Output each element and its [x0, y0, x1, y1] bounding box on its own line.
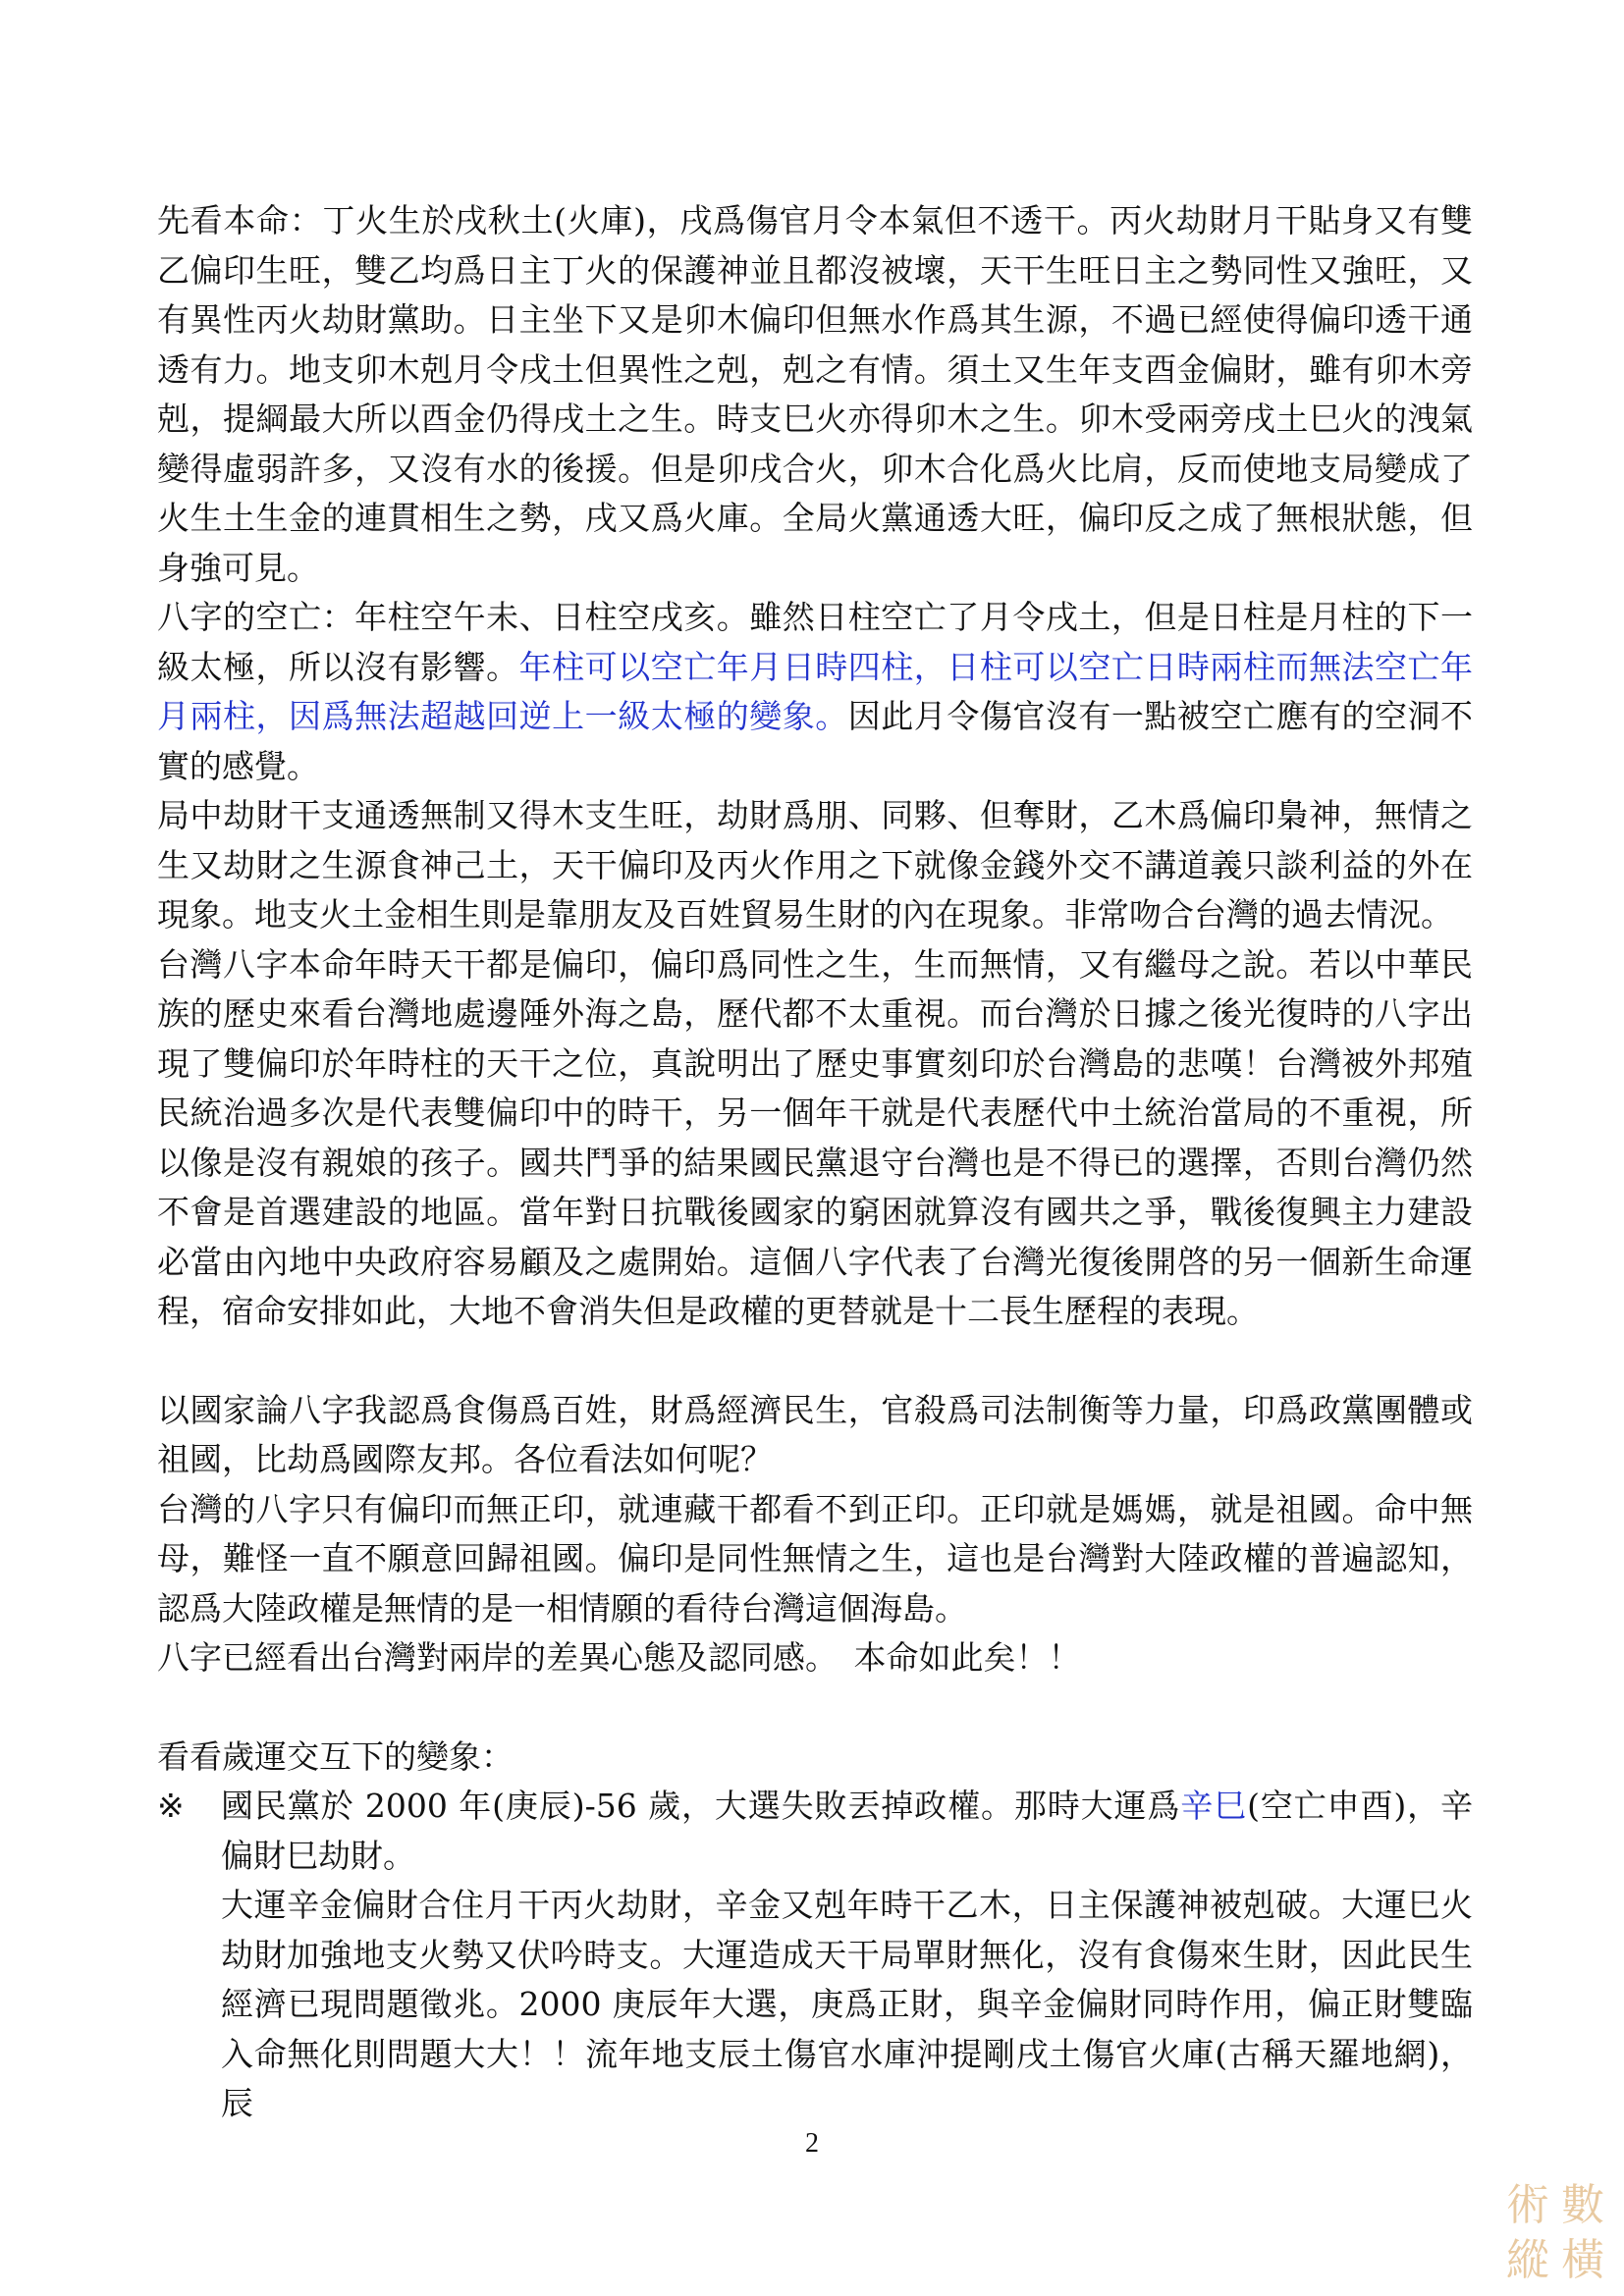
- paragraph-void: [157, 593, 1473, 791]
- bullet-text-end: (空亡申酉)，辛偏財巳劫財。: [221, 1787, 1474, 1875]
- watermark-logo: [1500, 2174, 1610, 2284]
- void-text-end: 因此月令傷官沒有一點被空亡應有的空洞不實的感覺。: [157, 697, 1474, 785]
- reference-mark: ※: [157, 1787, 185, 1825]
- document-body: [157, 196, 1473, 2129]
- section-heading-luck-cycles: 看看歲運交互下的變象：: [157, 1736, 514, 1776]
- watermark-char: 術: [1506, 2180, 1549, 2230]
- paragraph-taiwan-history: 台灣八字本命年時天干都是偏印，偏印爲同性之生，生而無情，又有繼母之說。若以中華民族的歷史來看台灣地處邊陲外海之島，歷代都不太重視。而台灣於日據之後光復時的八字出現了雙偏印於年時柱的天干之位，真說明出了歷史事實刻印於台灣島的悲嘆！台灣被外邦殖民統治過多次是代表雙偏印中的時干，另一個年干就是代表歷代中土統治當局的不重視，所以像是沒有親娘的孩子。國共鬥爭的結果國民黨退守台灣也是不得已的選擇，否則台灣仍然不會是首選建設的地區。當年對日抗戰後國家的窮困就算沒有國共之爭，戰後復興主力建設必當由內地中央政府容易顧及之處開始。這個八字代表了台灣光復後開啓的另一個新生命運程，宿命安排如此，大地不會消失但是政權的更替就是十二長生歷程的表現。: [157, 944, 1473, 1330]
- bullet-item-2000-election: [157, 1782, 1473, 1881]
- void-text-highlight: 年柱可以空亡年月日時四柱，日柱可以空亡日時兩柱而無法空亡年月兩柱，因爲無法超越回逆上一級太極的變象。: [157, 647, 1474, 735]
- paragraph-conclusion: 八字已經看出台灣對兩岸的差異心態及認同感。 本命如此矣！！: [157, 1638, 1081, 1677]
- void-text-start: 八字的空亡：年柱空午未、日柱空戌亥。雖然日柱空亡了月令戌土，但是日柱是月柱的下一級太極，所以沒有影響。: [157, 598, 1473, 686]
- paragraph-luck-detail: 大運辛金偏財合住月干丙火劫財，辛金又剋年時干乙木，日主保護神被剋破。大運巳火劫財加強地支火勢又伏吟時支。大運造成天干局單財無化，沒有食傷來生財，因此民生經濟已現問題徵兆。2000 庚辰年大選，庚爲正財，與辛金偏財同時作用，偏正財雙臨入命無化則問題大大！！流年地支辰土傷官水庫沖提剛戌土傷官火庫(古稱天羅地網)，辰: [221, 1886, 1473, 2122]
- paragraph-no-direct-seal: 台灣的八字只有偏印而無正印，就連藏干都看不到正印。正印就是媽媽，就是祖國。命中無母，難怪一直不願意回歸祖國。偏印是同性無情之生，這也是台灣對大陸政權的普遍認知，認爲大陸政權是無情的是一相情願的看待台灣這個海島。: [157, 1489, 1473, 1628]
- watermark-char: 橫: [1561, 2235, 1604, 2284]
- bullet-text-start: 國民黨於 2000 年(庚辰)-56 歲，大選失敗丟掉政權。那時大運爲: [221, 1787, 1181, 1825]
- paragraph-nation-theory: 以國家論八字我認爲食傷爲百姓，財爲經濟民生，官殺爲司法制衡等力量，印爲政黨團體或祖國，比劫爲國際友邦。各位看法如何呢？: [157, 1390, 1473, 1478]
- page-number: 2: [805, 2128, 819, 2159]
- paragraph-rob-wealth: 局中劫財干支通透無制又得木支生旺，劫財爲朋、同夥、但奪財，乙木爲偏印梟神，無情之生又劫財之生源食神己土，天干偏印及丙火作用之下就像金錢外交不講道義只談利益的外在現象。地支火土金相生則是靠朋友及百姓貿易生財的內在現象。非常吻合台灣的過去情況。: [157, 796, 1473, 934]
- paragraph-natal-chart: 先看本命：丁火生於戌秋土(火庫)，戌爲傷官月令本氣但不透干。丙火劫財月干貼身又有雙乙偏印生旺，雙乙均爲日主丁火的保護神並且都沒被壞，天干生旺日主之勢同性又強旺，又有異性丙火劫財黨助。日主坐下又是卯木偏印但無水作爲其生源，不過已經使得偏印透干通透有力。地支卯木剋月令戌土但異性之剋，剋之有情。須土又生年支酉金偏財，雖有卯木旁剋，提綱最大所以酉金仍得戌土之生。時支巳火亦得卯木之生。卯木受兩旁戌土巳火的洩氣變得虛弱許多，又沒有水的後援。但是卯戌合火，卯木合化爲火比肩，反而使地支局變成了火生土生金的連貫相生之勢，戌又爲火庫。全局火黨通透大旺，偏印反之成了無根狀態，但身強可見。: [157, 201, 1473, 587]
- watermark-char: 數: [1561, 2180, 1604, 2230]
- watermark-char: 縱: [1506, 2235, 1549, 2284]
- paragraph-gap: [157, 1337, 1473, 1386]
- bullet-text-highlight: 辛巳: [1180, 1787, 1248, 1825]
- paragraph-gap: [157, 1683, 1473, 1733]
